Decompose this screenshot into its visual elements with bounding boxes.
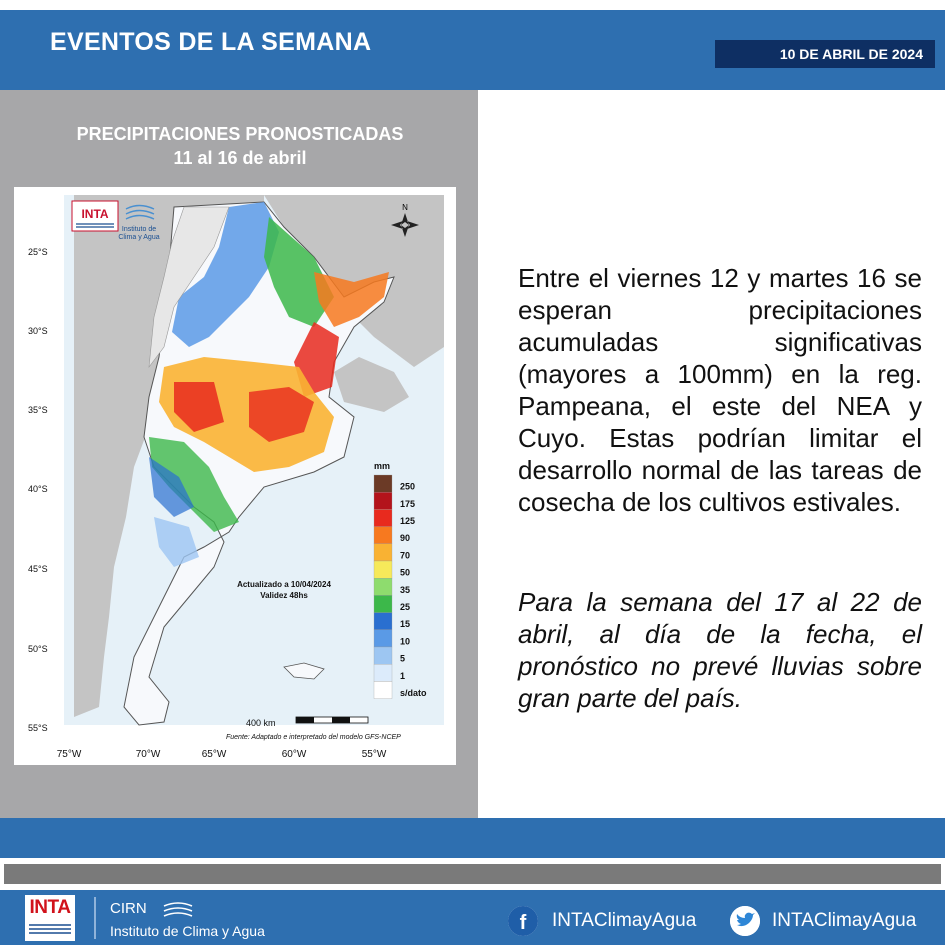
lon-label-70: 70°W — [135, 749, 161, 760]
lat-label-50: 50°S — [28, 644, 48, 654]
lat-label-35: 35°S — [28, 405, 48, 415]
footer-logo-stripes — [25, 895, 75, 941]
lat-label-40: 40°S — [28, 484, 48, 494]
lon-label-55: 55°W — [361, 749, 387, 760]
footer-waves-icon — [162, 900, 194, 920]
map-title-line1: PRECIPITACIONES PRONOSTICADAS — [76, 124, 404, 144]
legend-swatch — [374, 613, 392, 630]
map-title-line2: 11 al 16 de abril — [173, 148, 307, 168]
divider-blue-band — [0, 818, 945, 858]
divider-grey-band — [4, 864, 941, 884]
footer-inta-logo — [25, 895, 75, 941]
date-badge: 10 DE ABRIL DE 2024 — [715, 40, 935, 68]
twitter-icon[interactable] — [730, 906, 760, 936]
legend-label: 125 — [400, 516, 416, 527]
legend-label: 35 — [400, 584, 411, 595]
legend-unit: mm — [374, 461, 391, 471]
updated-label: Actualizado a 10/04/2024 — [237, 580, 331, 589]
legend-swatch — [374, 664, 392, 681]
legend-swatch — [374, 527, 392, 544]
page-title: EVENTOS DE LA SEMANA — [50, 28, 372, 56]
legend-label: 15 — [400, 619, 411, 630]
lon-label-65: 65°W — [201, 749, 227, 760]
twitter-handle[interactable]: INTAClimayAgua — [772, 910, 917, 931]
legend-label: 5 — [400, 653, 406, 664]
legend-label: 50 — [400, 567, 411, 578]
legend-swatch — [374, 578, 392, 595]
next-week-paragraph: Para la semana del 17 al 22 de abril, al día de la fecha, el pronóstico no prevé lluvias sobre gran parte del país. — [518, 587, 922, 713]
precipitation-map — [14, 187, 456, 765]
legend-label: 175 — [400, 498, 416, 509]
footer-logo-text: INTA — [29, 897, 71, 918]
legend-swatch — [374, 595, 392, 612]
footer-institute: Instituto de Clima y Agua — [110, 923, 265, 939]
legend-swatch — [374, 681, 392, 698]
legend-swatch — [374, 509, 392, 526]
footer-cirn: CIRN — [110, 900, 147, 917]
north-label: N — [402, 203, 408, 212]
map-panel-title — [0, 122, 480, 170]
scale-bar — [296, 717, 368, 723]
legend-label: 250 — [400, 481, 416, 492]
legend-swatch — [374, 544, 392, 561]
map-logo-text: INTA — [81, 207, 109, 221]
legend-label: 90 — [400, 533, 411, 544]
facebook-handle[interactable]: INTAClimayAgua — [552, 910, 697, 931]
lat-label-45: 45°S — [28, 564, 48, 574]
legend-swatch — [374, 561, 392, 578]
legend-swatch — [374, 647, 392, 664]
footer-divider — [94, 897, 96, 939]
lat-label-55: 55°S — [28, 723, 48, 733]
legend-label: 1 — [400, 670, 406, 681]
legend-swatch — [374, 630, 392, 647]
map-svg — [14, 187, 456, 765]
lon-label-75: 75°W — [56, 749, 82, 760]
svg-text:f: f — [519, 912, 527, 934]
forecast-paragraph: Entre el viernes 12 y martes 16 se esperan precipitaciones acumuladas significativas (mayores a 100mm) en la reg. Pampeana, el este del NEA y Cuyo. Estas podrían limitar el desarrollo normal de las tareas de cosecha de los cultivos estivales. — [518, 263, 922, 517]
legend-swatch — [374, 492, 392, 509]
legend-swatch — [374, 475, 392, 492]
legend-label: 10 — [400, 636, 411, 647]
facebook-icon[interactable] — [508, 906, 538, 936]
source-label: Fuente: Adaptado e interpretado del modelo GFS-NCEP — [226, 734, 401, 741]
institute-line2: Clima y Agua — [118, 234, 160, 241]
legend-label: 25 — [400, 602, 411, 613]
legend-label: 70 — [400, 550, 411, 561]
legend-label: s/dato — [400, 688, 427, 699]
validity-label: Validez 48hs — [260, 591, 308, 600]
lon-label-60: 60°W — [281, 749, 307, 760]
lat-label-30: 30°S — [28, 326, 48, 336]
lat-label-25: 25°S — [28, 247, 48, 257]
institute-line1: Instituto de — [121, 226, 157, 233]
scale-label: 400 km — [246, 718, 276, 728]
